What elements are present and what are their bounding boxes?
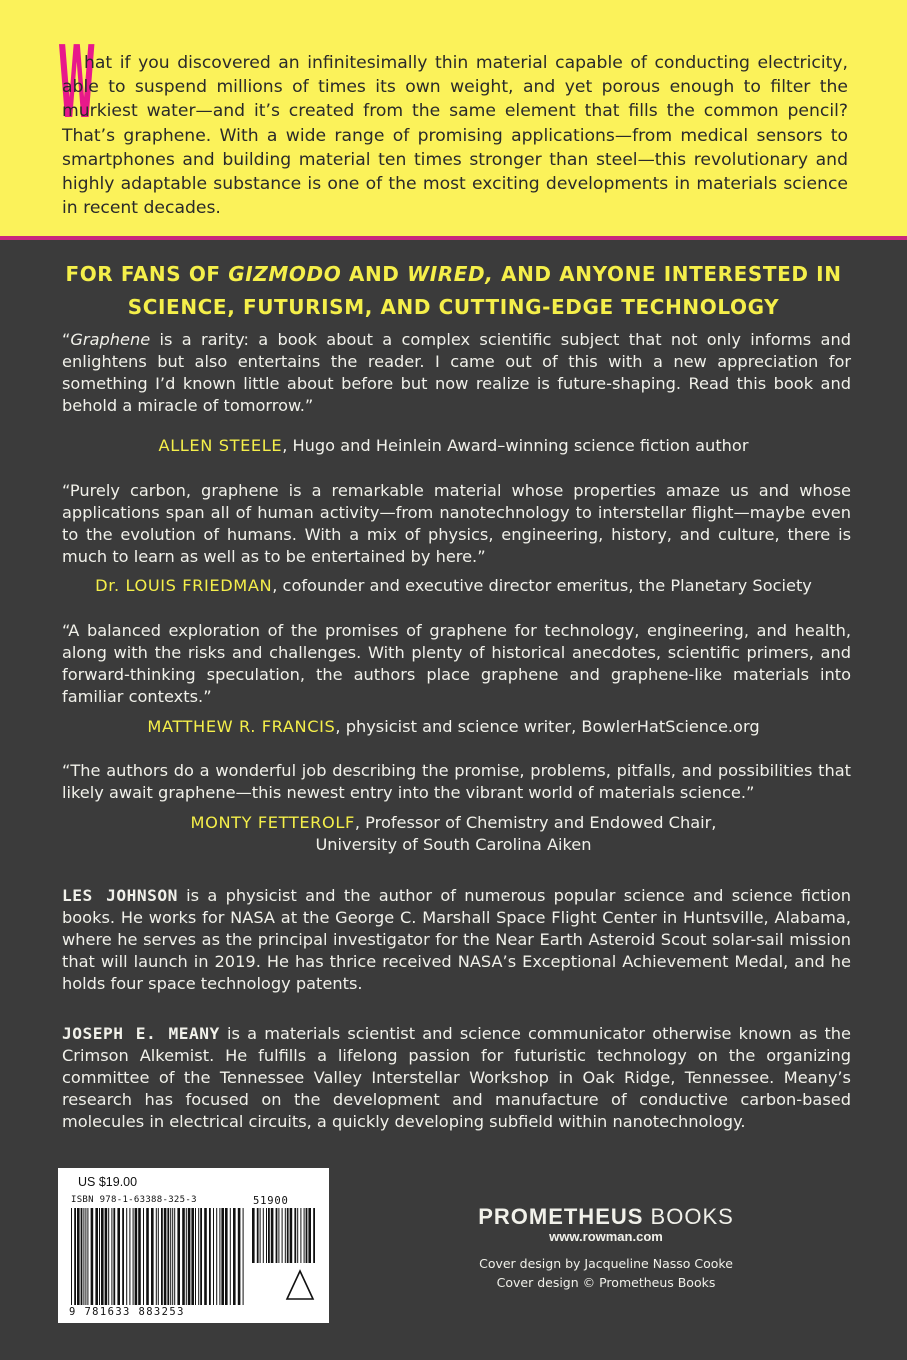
barcode-bar — [188, 1208, 191, 1305]
barcode-bar — [285, 1208, 286, 1263]
barcode-bar — [170, 1208, 171, 1305]
barcode-bar — [129, 1208, 130, 1305]
headline — [50, 258, 857, 324]
triangle-icon — [285, 1268, 315, 1302]
barcode-bar — [297, 1208, 298, 1263]
barcode-bar — [85, 1208, 86, 1305]
barcode-bar — [213, 1208, 214, 1305]
intro-text: hat if you discovered an infinitesimally thin material capable of conducting electricity, able to suspend millions of times its own weight, and yet porous enough to filter the murkiest water—and it’s created from the same element that fills the common pencil? That’s graphene. With a wide range of promising applications—from medical sensors to smartphones and building material ten times stronger than steel—this revolutionary and highly adaptable substance is one of the most exciting developments in materials science in recent decades. — [62, 53, 848, 219]
barcode-bar — [95, 1208, 98, 1305]
barcode-bar — [233, 1208, 236, 1305]
blurb-attribution: MONTY FETTEROLF, Professor of Chemistry and Endowed Chair, University of South Carolina Aiken — [190, 813, 717, 854]
cover-copyright: Cover design © Prometheus Books — [496, 1275, 716, 1290]
blurb-quote: “Graphene is a rarity: a book about a complex scientific subject that not only informs and enlightens but also entertains the reader. I came out of this with a new appreciation for something I’d known little about before but now realize is future-shaping. Read this book and behold a miracle of tomorrow.” — [62, 330, 851, 415]
cover-credit: Cover design by Jacqueline Nasso Cooke — [479, 1256, 733, 1271]
barcode-bar — [101, 1208, 104, 1305]
barcode-bar — [204, 1208, 207, 1305]
barcode-bar — [133, 1208, 134, 1305]
barcode-bar — [278, 1208, 279, 1263]
blurb-quote: “The authors do a wonderful job describing the promise, problems, pitfalls, and possibilities that likely await graphene—this newest entry into the vibrant world of materials science.” — [62, 761, 851, 802]
blurb-quote: “Purely carbon, graphene is a remarkable material whose properties amaze us and whose applications span all of human activity—from nanotechnology to interstellar flight—maybe even to the evolution of humans. With a mix of physics, engineering, history, and culture, there is much to learn as well as to be entertained by here.” — [62, 481, 851, 566]
barcode-bar — [209, 1208, 211, 1305]
barcode-bar — [263, 1208, 264, 1263]
barcode-bar — [83, 1208, 84, 1305]
barcode-bar — [151, 1208, 154, 1305]
barcode-bar — [91, 1208, 94, 1305]
barcode-bar — [105, 1208, 108, 1305]
barcode-bar — [113, 1208, 115, 1305]
barcode-bar — [195, 1208, 196, 1305]
author-bio: JOSEPH E. MEANY is a materials scientist and science communicator otherwise known as the Crimson Alkemist. He fulfills a lifelong passion for futuristic technology on the organizing committee of the Tennessee Valley Interstellar Workshop in Oak Ridge, Tennessee. Meany’s research has focused on the development and manufacture of conductive carbon-based molecules in electrical circuits, a quickly developing subfield within nanotechnology. — [62, 1024, 852, 1131]
barcode-bar — [81, 1208, 83, 1305]
price: US $19.00 — [78, 1175, 138, 1189]
drop-cap: W — [58, 24, 96, 141]
barcode-bar — [243, 1208, 244, 1305]
barcode-bar — [260, 1208, 261, 1263]
barcode-bar — [268, 1208, 270, 1263]
barcode-bar — [87, 1208, 88, 1305]
barcode-bar — [186, 1208, 187, 1305]
publisher-logo: PROMETHEUS BOOKS — [478, 1204, 734, 1229]
barcode-bar — [200, 1208, 202, 1305]
barcode-bars — [71, 1208, 245, 1305]
publisher-website: www.rowman.com — [549, 1229, 663, 1244]
barcode-bar — [306, 1208, 308, 1263]
barcode-bar — [225, 1208, 228, 1305]
barcode-bar — [219, 1208, 220, 1305]
barcode-bar — [71, 1208, 72, 1305]
blurb-attribution: ALLEN STEELE, Hugo and Heinlein Award–winning science fiction author — [158, 436, 749, 455]
barcode-bar — [117, 1208, 120, 1305]
headline-line-1: FOR FANS OF GIZMODO AND WIRED, AND ANYONE INTERESTED IN — [65, 262, 842, 286]
price-code: 51900 — [253, 1195, 289, 1207]
isbn-text: ISBN 978-1-63388-325-3 — [71, 1195, 197, 1205]
barcode-bar — [252, 1208, 255, 1263]
barcode-bar — [167, 1208, 169, 1305]
barcode-bar — [122, 1208, 124, 1305]
headline-line-2: SCIENCE, FUTURISM, AND CUTTING-EDGE TECHNOLOGY — [127, 295, 780, 319]
barcode-bar — [172, 1208, 173, 1305]
pink-divider — [0, 236, 907, 240]
barcode-bar — [191, 1208, 194, 1305]
barcode-bar — [99, 1208, 100, 1305]
blurb-author: MONTY FETTEROLF — [190, 813, 355, 832]
ean-number: 9 781633 883253 — [69, 1306, 185, 1318]
barcode-bar — [221, 1208, 224, 1305]
barcode-bar — [282, 1208, 283, 1263]
barcode-bar — [313, 1208, 315, 1263]
barcode-bar — [164, 1208, 167, 1305]
barcode-bar — [146, 1208, 149, 1305]
author-bio: LES JOHNSON is a physicist and the author of numerous popular science and science fiction books. He works for NASA at the George C. Marshall Space Flight Center in Huntsville, Alabama, where he serves as the principal investigator for the Near Earth Asteroid Scout solar-sail mission that will launch in 2019. He has thrice received NASA’s Exceptional Achievement Medal, and he holds four space technology patents. — [62, 886, 851, 993]
barcode-supplement-bars — [252, 1208, 316, 1263]
barcode-bar — [257, 1208, 259, 1263]
barcode-bar — [135, 1208, 138, 1305]
barcode-bar — [158, 1208, 159, 1305]
barcode-bar — [177, 1208, 180, 1305]
barcode-bar — [126, 1208, 127, 1305]
barcode-bar — [300, 1208, 301, 1263]
barcode-bar — [266, 1208, 267, 1263]
blurb-author: MATTHEW R. FRANCIS — [147, 717, 336, 736]
barcode-bar — [174, 1208, 175, 1305]
barcode-bar — [74, 1208, 76, 1305]
barcode-bar — [287, 1208, 289, 1263]
barcode-bar — [271, 1208, 274, 1263]
barcode-bar — [156, 1208, 157, 1305]
barcode-bar — [108, 1208, 109, 1305]
barcode-bar — [216, 1208, 217, 1305]
blurb-attribution: MATTHEW R. FRANCIS, physicist and science writer, BowlerHatScience.org — [147, 717, 760, 736]
barcode-bar — [161, 1208, 163, 1305]
barcode-label — [58, 1168, 329, 1323]
barcode-bar — [304, 1208, 305, 1263]
barcode-bar — [182, 1208, 185, 1305]
barcode-bar — [238, 1208, 241, 1305]
barcode-bar — [138, 1208, 141, 1305]
author-name: JOSEPH E. MEANY — [62, 1024, 220, 1043]
barcode-bar — [308, 1208, 311, 1263]
blurb-quote: “A balanced exploration of the promises of graphene for technology, engineering, and health, along with the risks and challenges. With plenty of historical anecdotes, scientific primers, and forward-thinking speculation, the authors place graphene and graphene-like materials into familiar contexts.” — [62, 621, 851, 706]
author-name: LES JOHNSON — [62, 886, 178, 905]
barcode-bar — [294, 1208, 296, 1263]
barcode-bar — [290, 1208, 293, 1263]
barcode-bar — [77, 1208, 80, 1305]
barcode-bar — [111, 1208, 112, 1305]
blurb-attribution: Dr. LOUIS FRIEDMAN, cofounder and executive director emeritus, the Planetary Society — [95, 576, 812, 595]
barcode-bar — [198, 1208, 199, 1305]
blurb-author: ALLEN STEELE — [158, 436, 283, 455]
barcode-bar — [230, 1208, 231, 1305]
barcode-bar — [276, 1208, 278, 1263]
blurb-author: Dr. LOUIS FRIEDMAN — [95, 576, 273, 595]
barcode-bar — [143, 1208, 144, 1305]
